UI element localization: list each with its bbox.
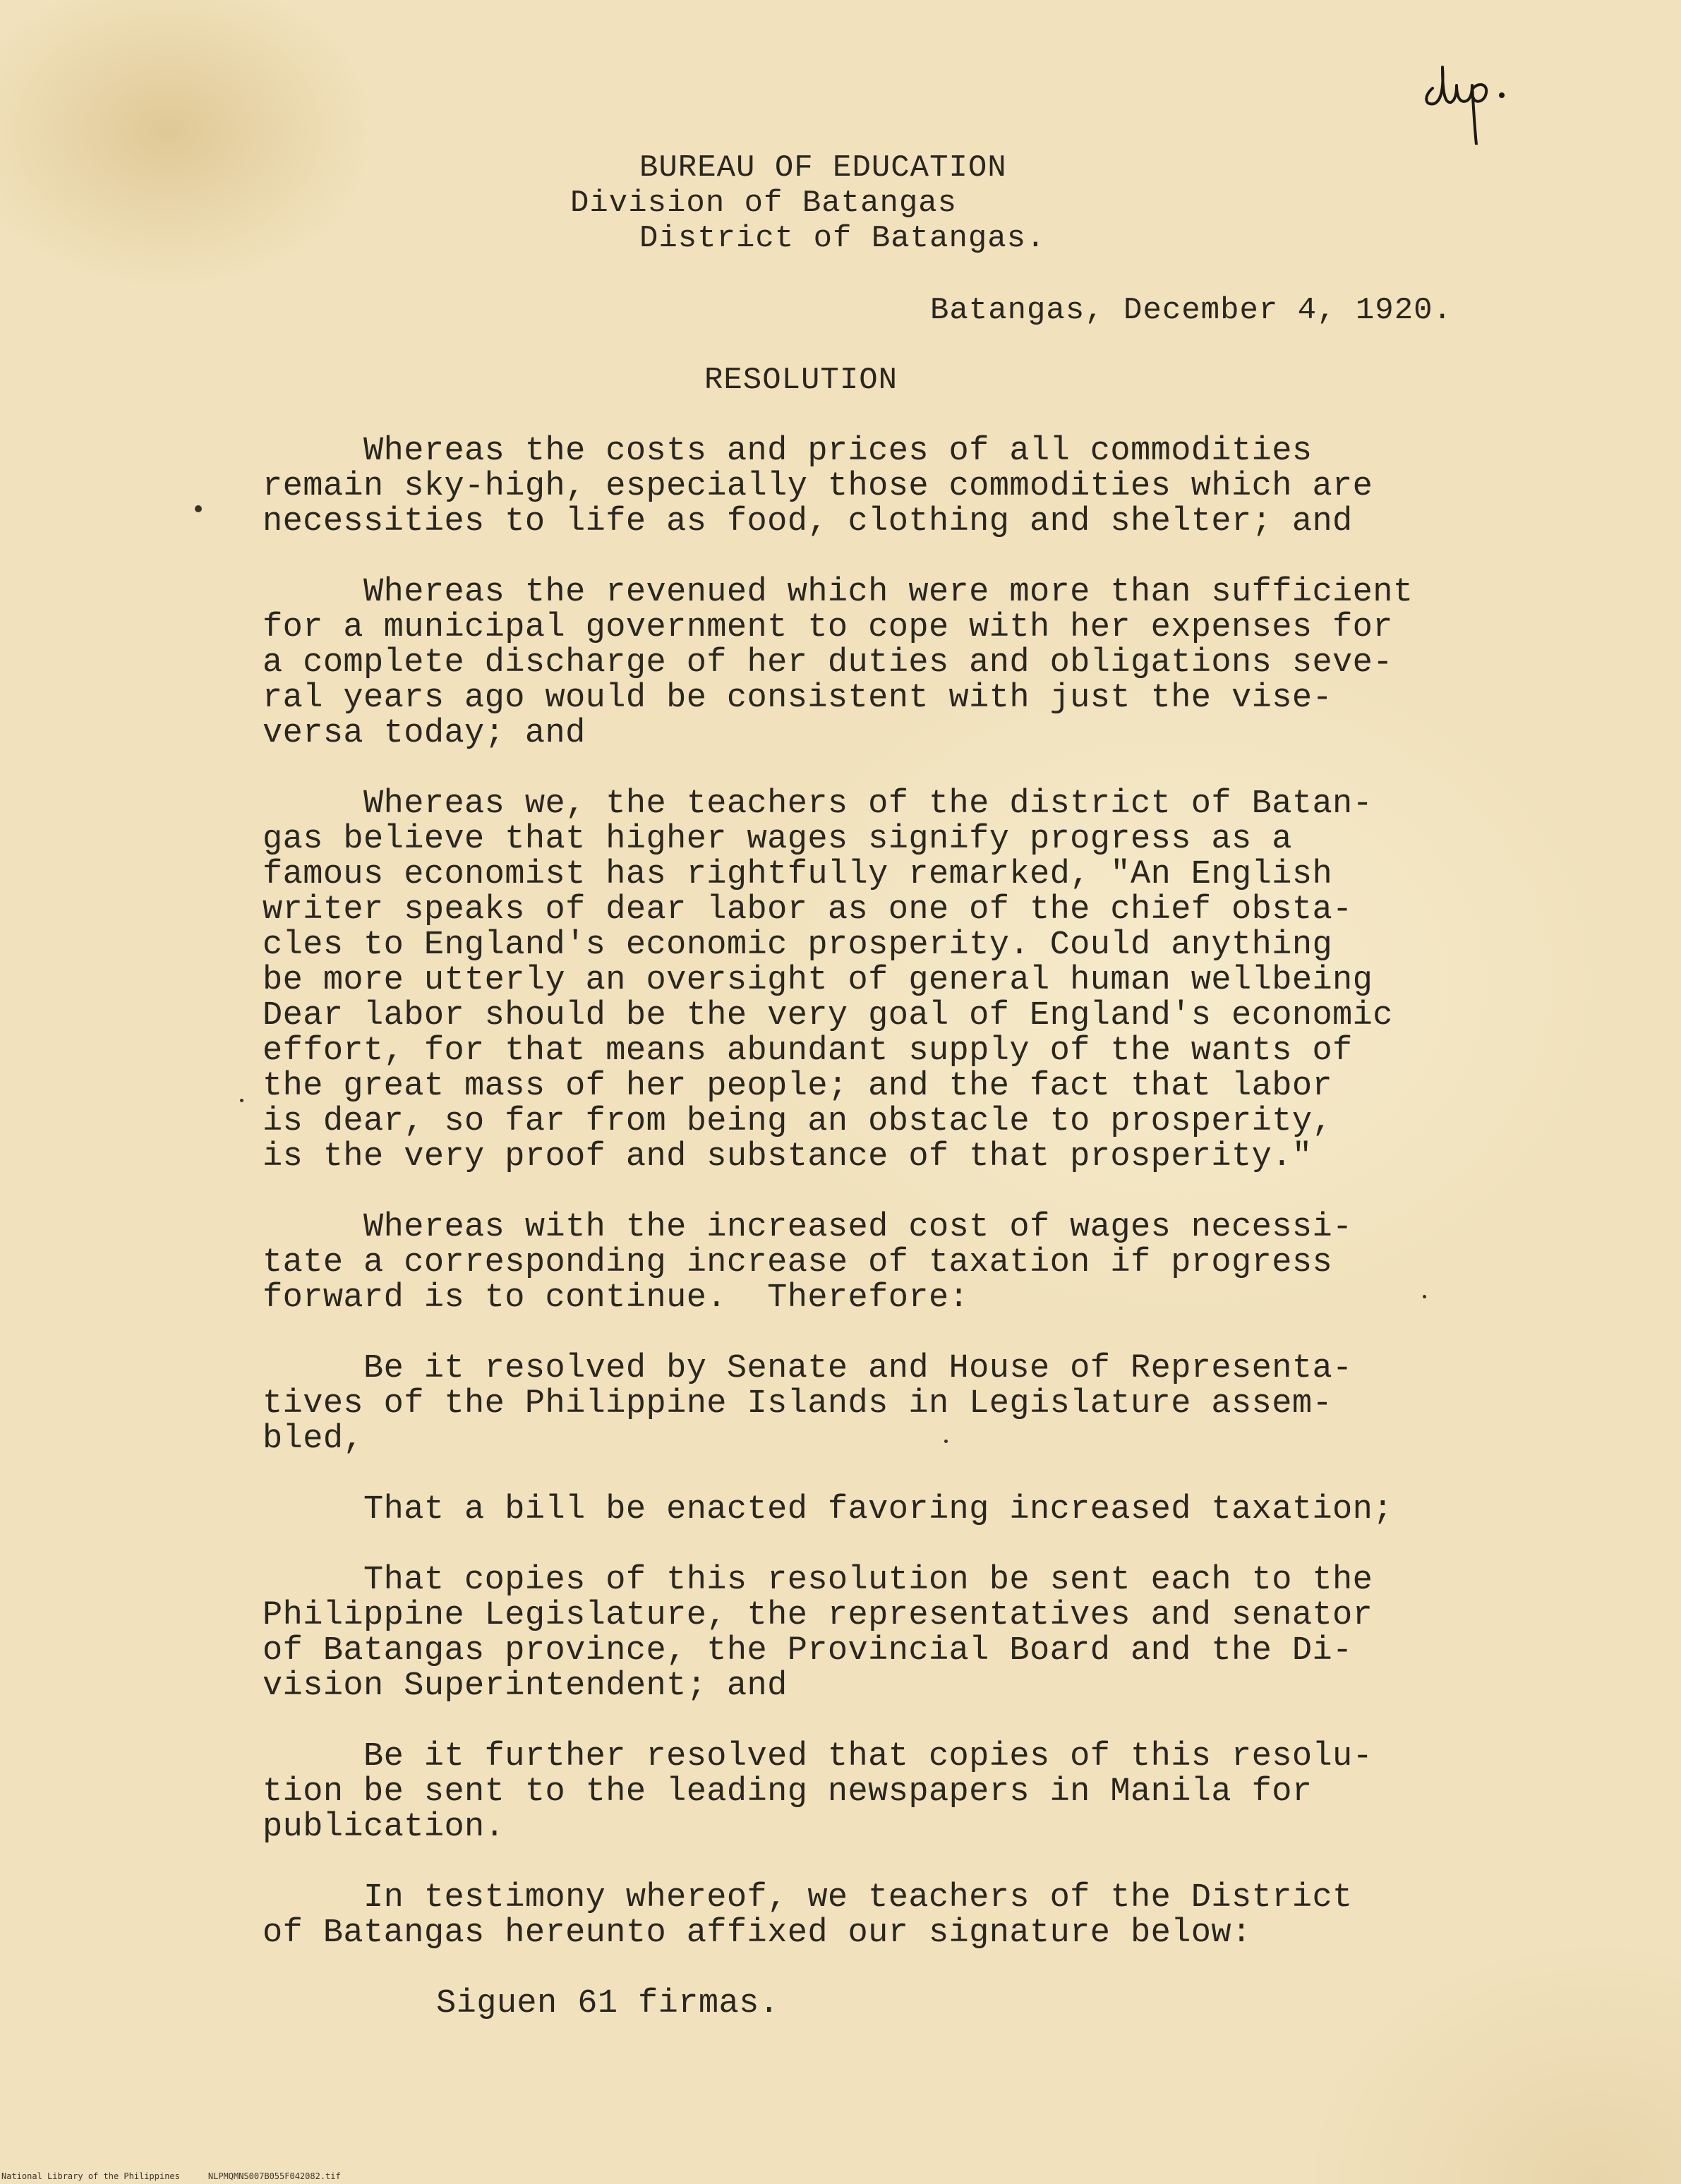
body-line: famous economist has rightfully remarked, "An English	[263, 856, 1333, 893]
body-line: Philippine Legislature, the representatives and senator	[263, 1597, 1373, 1634]
body-line: That a bill be enacted favoring increased taxation;	[263, 1491, 1393, 1528]
body-line: writer speaks of dear labor as one of the chief obsta-	[263, 891, 1353, 929]
body-line: tives of the Philippine Islands in Legislature assem-	[263, 1385, 1333, 1423]
body-line: Be it resolved by Senate and House of Representa-	[263, 1350, 1353, 1387]
dateline: Batangas, December 4, 1920.	[930, 293, 1452, 328]
body-line: bled,	[263, 1420, 364, 1458]
body-line: vision Superintendent; and	[263, 1667, 788, 1705]
body-line: Dear labor should be the very goal of England's economic	[263, 997, 1393, 1034]
body-line: cles to England's economic prosperity. Could anything	[263, 927, 1333, 964]
body-line: necessities to life as food, clothing and shelter; and	[263, 503, 1353, 541]
body-line: is dear, so far from being an obstacle to prosperity,	[263, 1103, 1333, 1140]
closing-line: Siguen 61 firmas.	[436, 1985, 780, 2022]
body-line: a complete discharge of her duties and obligations seve-	[263, 644, 1393, 682]
file-name: NLPMQMNS007B055F042082.tif	[207, 2171, 341, 2181]
paper-speck	[195, 505, 202, 512]
library-name: National Library of the Philippines	[1, 2171, 180, 2181]
body-line: ral years ago would be consistent with just the vise-	[263, 680, 1333, 717]
division-heading: Division of Batangas	[570, 186, 958, 221]
body-line: for a municipal government to cope with her expenses for	[263, 609, 1393, 646]
body-line: That copies of this resolution be sent each to the	[263, 1562, 1373, 1599]
body-line: Whereas with the increased cost of wages necessi-	[263, 1209, 1353, 1246]
body-line: is the very proof and substance of that prosperity."	[263, 1138, 1313, 1176]
body-line: tion be sent to the leading newspapers in Manila for	[263, 1773, 1313, 1811]
handwritten-note-dup	[1418, 39, 1517, 145]
body-line: In testimony whereof, we teachers of the District	[263, 1879, 1353, 1917]
body-line: Whereas the costs and prices of all commodities	[263, 433, 1313, 470]
district-heading: District of Batangas.	[639, 221, 1046, 256]
body-line: remain sky-high, especially those commodities which are	[263, 468, 1373, 505]
body-line: of Batangas hereunto affixed our signature below:	[263, 1914, 1252, 1952]
paper-speck	[1423, 1295, 1426, 1298]
body-line: versa today; and	[263, 715, 586, 752]
body-line: tate a corresponding increase of taxation if progress	[263, 1244, 1333, 1281]
bureau-heading: BUREAU OF EDUCATION	[639, 150, 1007, 186]
body-line: publication.	[263, 1809, 505, 1846]
body-line: effort, for that means abundant supply of the wants of	[263, 1032, 1353, 1070]
body-line: forward is to continue. Therefore:	[263, 1279, 970, 1317]
document-title: RESOLUTION	[704, 363, 898, 398]
body-line: the great mass of her people; and the fact that labor	[263, 1068, 1333, 1105]
body-line: of Batangas province, the Provincial Board and the Di-	[263, 1632, 1353, 1670]
body-line: Be it further resolved that copies of this resolu-	[263, 1738, 1373, 1775]
body-line: gas believe that higher wages signify progress as a	[263, 821, 1292, 858]
archive-footer	[1, 2171, 369, 2181]
body-line: Whereas we, the teachers of the district of Batan-	[263, 785, 1373, 823]
paper-speck	[240, 1099, 243, 1102]
body-line: be more utterly an oversight of general human wellbeing	[263, 962, 1373, 999]
body-line: Whereas the revenued which were more than sufficient	[263, 574, 1414, 611]
paper-speck	[944, 1440, 948, 1443]
